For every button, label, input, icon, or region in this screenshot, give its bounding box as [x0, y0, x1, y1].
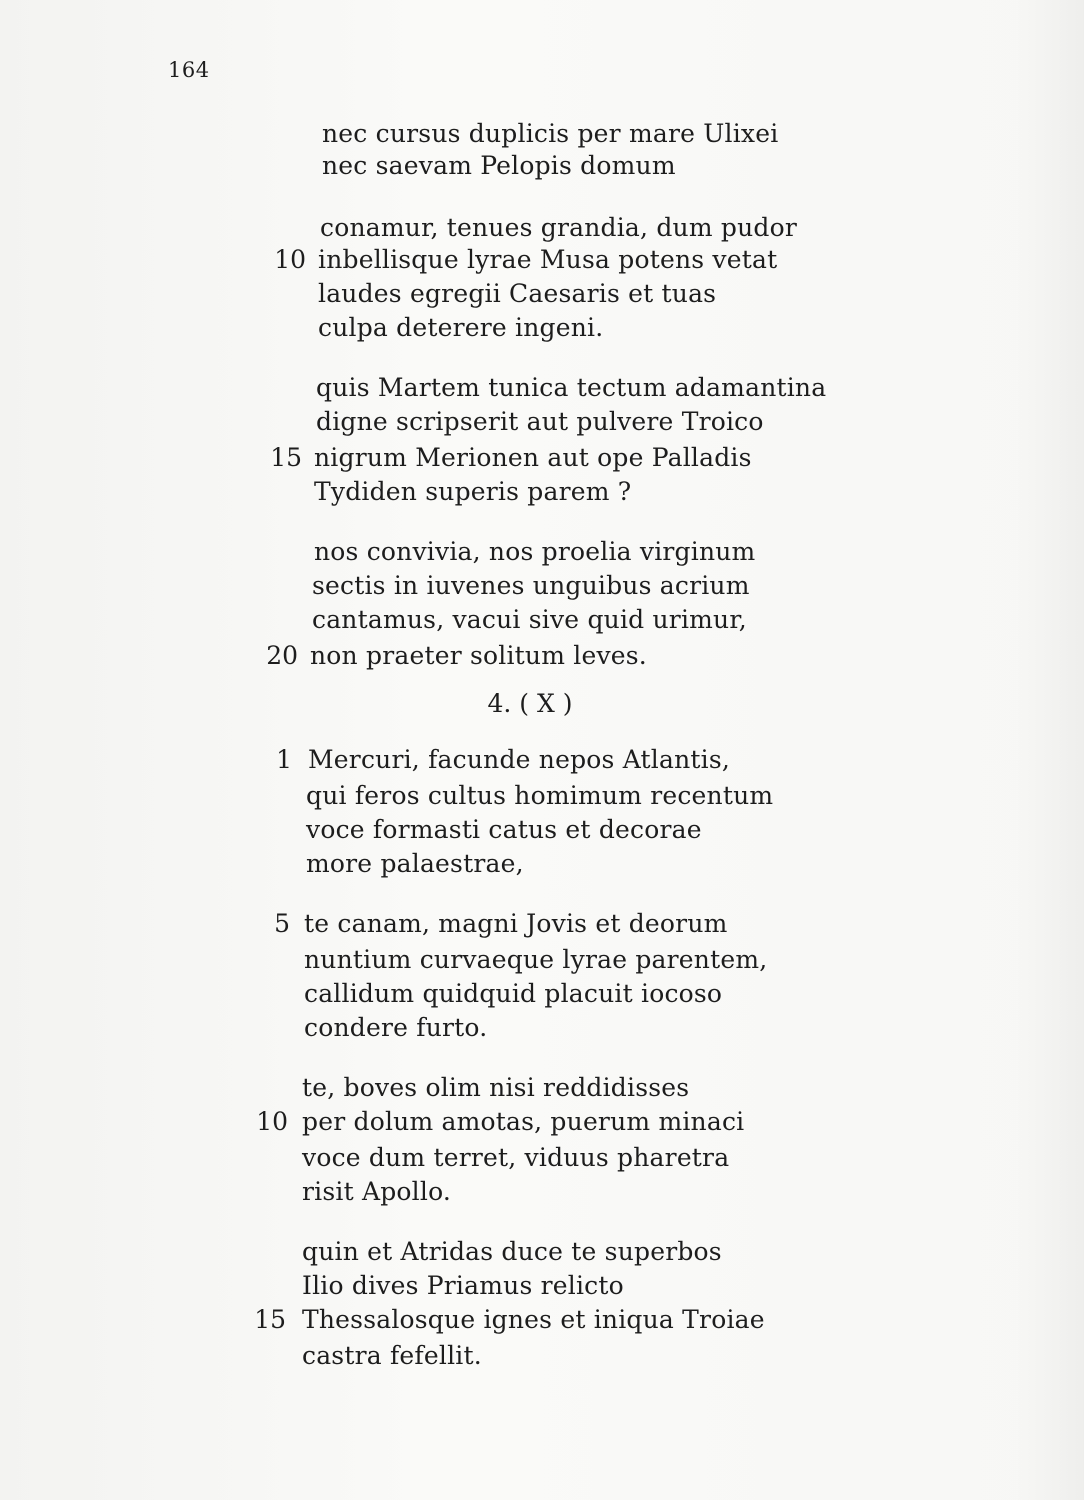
verse-line: laudes egregii Caesaris et tuas [318, 279, 717, 308]
verse-line: nec saevam Pelopis domum [322, 151, 676, 180]
verse-line: culpa deterere ingeni. [318, 313, 604, 342]
verse-line: more palaestrae, [306, 849, 524, 878]
verse-line: Thessalosque ignes et iniqua Troiae [302, 1305, 765, 1334]
verse-line: condere furto. [304, 1013, 488, 1042]
page-edge-shadow [1014, 0, 1084, 1500]
verse-line: cantamus, vacui sive quid urimur, [312, 605, 747, 634]
line-number: 1 [276, 745, 292, 774]
verse-line: nigrum Merionen aut ope Palladis [314, 443, 752, 472]
line-number: 10 [274, 245, 306, 274]
verse-line: callidum quidquid placuit iocoso [304, 979, 723, 1008]
line-number: 15 [270, 443, 302, 472]
line-number: 15 [254, 1305, 286, 1334]
verse-line: nec cursus duplicis per mare Ulixei [322, 119, 779, 148]
verse-line: nuntium curvaeque lyrae parentem, [304, 945, 768, 974]
verse-line: digne scripserit aut pulvere Troico [316, 407, 764, 436]
page-number: 164 [168, 58, 210, 82]
verse-line: conamur, tenues grandia, dum pudor [320, 213, 798, 242]
line-number: 5 [274, 909, 290, 938]
verse-line: quis Martem tunica tectum adamantina [316, 373, 827, 402]
verse-line: sectis in iuvenes unguibus acrium [312, 571, 750, 600]
verse-line: non praeter solitum leves. [310, 641, 647, 670]
verse-line: voce formasti catus et decorae [306, 815, 702, 844]
verse-line: castra fefellit. [302, 1341, 482, 1370]
verse-line: te, boves olim nisi reddidisses [302, 1073, 690, 1102]
verse-line: Ilio dives Priamus relicto [302, 1271, 624, 1300]
line-number: 20 [266, 641, 298, 670]
verse-line: Tydiden superis parem ? [314, 477, 632, 506]
verse-line: inbellisque lyrae Musa potens vetat [318, 245, 778, 274]
ode-heading: 4. ( X ) [487, 689, 573, 718]
verse-line: te canam, magni Jovis et deorum [304, 909, 728, 938]
verse-line: Mercuri, facunde nepos Atlantis, [308, 745, 731, 774]
line-number: 10 [256, 1107, 288, 1136]
verse-line: risit Apollo. [302, 1177, 452, 1206]
verse-line: qui feros cultus homimum recentum [306, 781, 774, 810]
verse-line: per dolum amotas, puerum minaci [302, 1107, 745, 1136]
verse-line: nos convivia, nos proelia virginum [314, 537, 756, 566]
verse-line: quin et Atridas duce te superbos [302, 1237, 722, 1266]
verse-line: voce dum terret, viduus pharetra [302, 1143, 730, 1172]
